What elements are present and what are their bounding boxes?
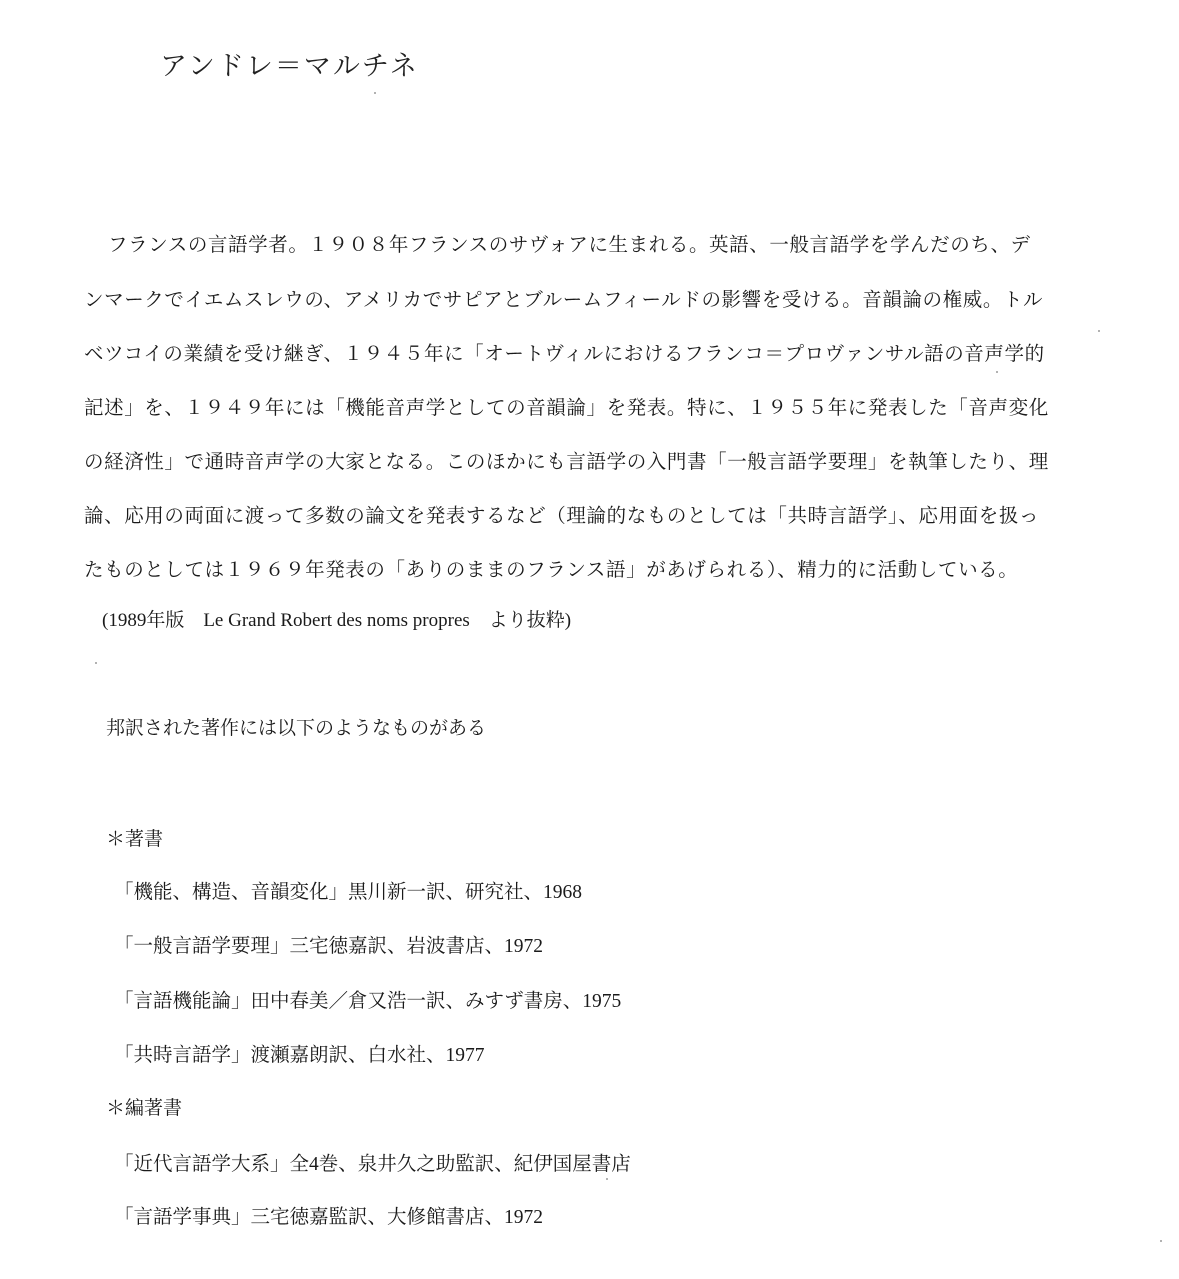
scan-speck: [606, 1178, 608, 1180]
biography-line: たものとしては１９６９年発表の「ありのままのフランス語」があげられる）、精力的に活動している。: [84, 558, 1019, 581]
work-item: 「言語機能論」田中春美／倉又浩一訳、みすず書房、1975: [114, 991, 622, 1012]
scan-speck: [374, 92, 376, 94]
biography-line: の経済性」で通時音声学の大家となる。このほかにも言語学の入門書「一般言語学要理」を執筆したり、理: [84, 450, 1049, 473]
biography-line: フランスの言語学者。１９０８年フランスのサヴォアに生まれる。英語、一般言語学を学んだのち、デ: [108, 233, 1031, 256]
biography-line: 論、応用の両面に渡って多数の論文を発表するなど（理論的なものとしては「共時言語学」、応用面を扱っ: [84, 504, 1040, 527]
biography-line: ベツコイの業績を受け継ぎ、１９４５年に「オートヴィルにおけるフランコ＝プロヴァンサル語の音声学的: [84, 342, 1045, 365]
biography-line: ンマークでイエムスレウの、アメリカでサピアとブルームフィールドの影響を受ける。音韻論の権威。トル: [84, 288, 1044, 311]
work-item: 「一般言語学要理」三宅徳嘉訳、岩波書店、1972: [114, 936, 544, 957]
work-item: 「共時言語学」渡瀬嘉朗訳、白水社、1977: [114, 1045, 485, 1066]
page-title: アンドレ＝マルチネ: [160, 51, 419, 82]
scan-speck: [1098, 330, 1100, 332]
section-heading-edited: ＊編著書: [106, 1097, 183, 1119]
scan-speck: [95, 662, 97, 664]
biography-line: 記述」を、１９４９年には「機能音声学としての音韻論」を発表。特に、１９５５年に発表した「音声変化: [84, 396, 1049, 419]
section-heading-authored: ＊著書: [106, 828, 164, 850]
work-item: 「近代言語学大系」全4巻、泉井久之助監訳、紀伊国屋書店: [114, 1154, 631, 1175]
source-note: (1989年版 Le Grand Robert des noms propres より抜粋): [102, 610, 572, 631]
scan-speck: [996, 371, 998, 373]
work-item: 「機能、構造、音韻変化」黒川新一訳、研究社、1968: [114, 882, 583, 903]
scan-speck: [1160, 1240, 1162, 1242]
work-item: 「言語学事典」三宅徳嘉監訳、大修館書店、1972: [114, 1207, 544, 1228]
works-intro: 邦訳された著作には以下のようなものがある: [106, 717, 487, 739]
